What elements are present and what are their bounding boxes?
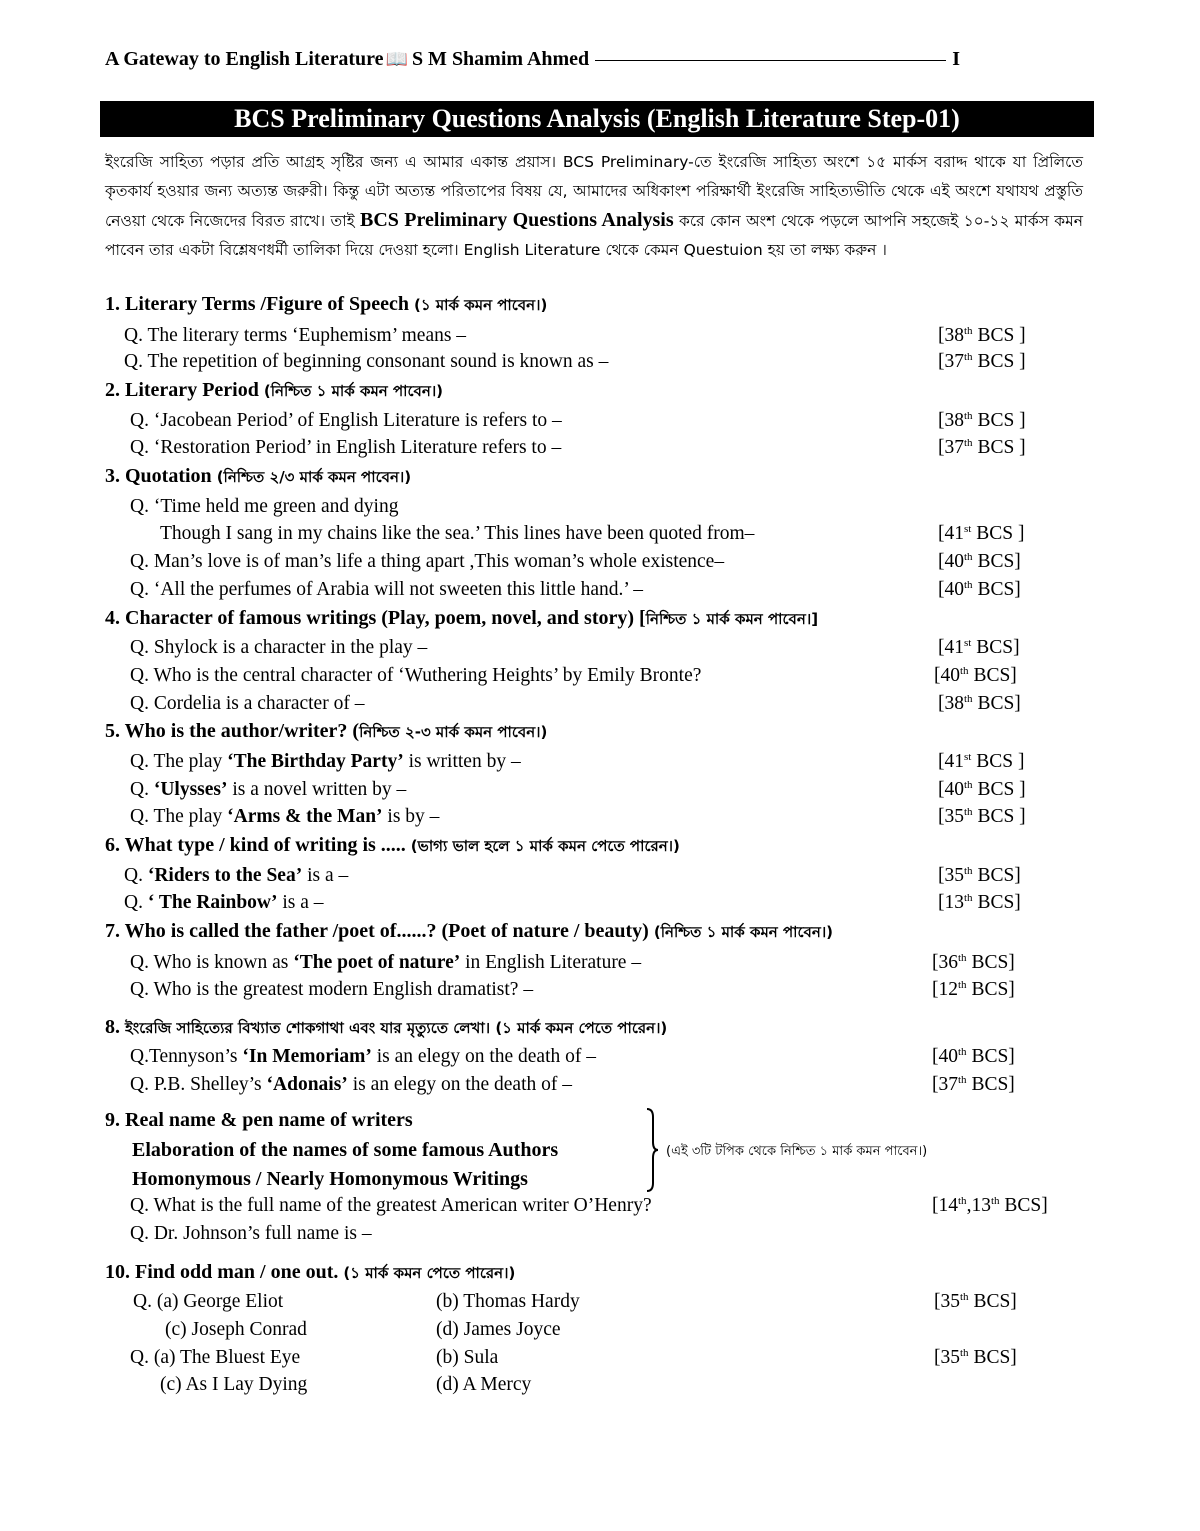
header-rule [595,60,946,61]
question-3a-line2: Though I sang in my chains like the sea.’ This lines have been quoted from– [160,523,755,544]
book-title: A Gateway to English Literature [105,47,384,70]
question-8b: Q. P.B. Shelley’s ‘Adonais’ is an elegy on the death of – [130,1074,572,1095]
section-title: 7. Who is called the father /poet of......? (Poet of nature / beauty) [105,920,649,942]
section-note: (নিশ্চিত ১ মার্ক কমন পাবেন।) [653,923,834,941]
section-title: 4. Character of famous writings (Play, poem, novel, and story) [ [105,607,646,629]
bcs-ref: [13th BCS] [938,892,1021,913]
question-4b: Q. Who is the central character of ‘Wuthering Heights’ by Emily Bronte? [130,665,702,686]
bcs-ref: [35th BCS] [938,865,1021,886]
option-a: Q. (a) George Eliot [133,1291,284,1312]
bcs-ref: [38th BCS ] [938,325,1026,346]
section-note: ইংরেজি সাহিত্যের বিখ্যাত শোকগাথা এবং যার মৃত্যুতে লেখা। (১ মার্ক কমন পেতে পারেন।) [125,1019,668,1037]
section-title: 3. Quotation [105,465,212,487]
question-6a: Q. ‘Riders to the Sea’ is a – [124,865,349,886]
page-header [105,44,960,74]
question-9b: Q. Dr. Johnson’s full name is – [130,1223,372,1244]
section-heading-3 [105,463,411,490]
intro-bold: BCS Preliminary Questions Analysis [359,209,674,231]
section-note: (নিশ্চিত ১ মার্ক কমন পাবেন।) [263,382,444,400]
section-heading-2 [105,377,443,404]
bcs-ref: [41st BCS] [938,637,1020,658]
bcs-ref: [35th BCS ] [938,806,1026,827]
section-heading-8 [105,1014,667,1041]
bcs-ref: [35th BCS] [934,1347,1017,1368]
section-note: নিশ্চিত ২-৩ মার্ক কমন পাবেন।) [359,723,548,741]
section-heading-9-line3: Homonymous / Nearly Homonymous Writings [132,1168,528,1190]
question-5a: Q. The play ‘The Birthday Party’ is written by – [130,751,521,772]
bcs-ref: [40th BCS] [938,579,1021,600]
question-3a-line1: Q. ‘Time held me green and dying [130,496,399,517]
section-heading-4 [105,605,818,632]
option-b: (b) Sula [436,1347,499,1368]
section-title: 5. Who is the author/writer? ( [105,720,360,742]
question-9a: Q. What is the full name of the greatest American writer O’Henry? [130,1195,652,1216]
intro-text-1: ইংরেজি সাহিত্য পড়ার প্রতি আগ্রহ সৃষ্টির জন্য এ আমার একান্ত প্রয়াস। BCS Preliminary-তে ইংরেজি সাহিত্য অংশে ১৫ মার্কস বরাদ্দ থাকে যা প্রিলিতে কৃতকার্য হওয়ার জন্য অত্যন্ত জরুরী। কিন্তু এটা অত্যন্ত পরিতাপের বিষয় যে, আমাদের অধিকাংশ পরিক্ষার্থী ইংরেজি সাহিত্যভীতি থেকে এই অংশে যথাযথ প্রস্তুতি নেওয়া থেকে নিজেদের বিরত রাখে। তাই [105,153,1083,230]
section-heading-9-line2: Elaboration of the names of some famous Authors [132,1139,559,1161]
question-5c: Q. The play ‘Arms & the Man’ is by – [130,806,440,827]
bcs-ref: [41st BCS ] [938,523,1025,544]
bcs-ref: [37th BCS ] [938,437,1026,458]
section-heading-7 [105,918,833,945]
section-title: 10. Find odd man / one out. [105,1261,339,1283]
bcs-ref: [40th BCS ] [938,779,1026,800]
option-d: (d) James Joyce [436,1319,561,1340]
bcs-ref: [41st BCS ] [938,751,1025,772]
question-2a: Q. ‘Jacobean Period’ of English Literature is refers to – [130,410,562,431]
section-note: (১ মার্ক কমন পাবেন।) [414,296,548,314]
section-heading-10 [105,1259,515,1286]
section-note: নিশ্চিত ১ মার্ক কমন পাবেন।] [645,610,819,628]
question-7a: Q. Who is known as ‘The poet of nature’ in English Literature – [130,952,642,973]
section-title: 1. Literary Terms /Figure of Speech [105,293,410,315]
page-number: I [952,47,960,70]
option-b: (b) Thomas Hardy [436,1291,580,1312]
section-note: (নিশ্চিত ২/৩ মার্ক কমন পাবেন।) [216,468,412,486]
question-8a: Q.Tennyson’s ‘In Memoriam’ is an elegy on the death of – [130,1046,596,1067]
question-7b: Q. Who is the greatest modern English dramatist? – [130,979,534,1000]
bcs-ref: [36th BCS] [932,952,1015,973]
option-c: (c) As I Lay Dying [160,1374,308,1395]
question-5b: Q. ‘Ulysses’ is a novel written by – [130,779,407,800]
bcs-ref: [37th BCS] [932,1074,1015,1095]
bcs-ref: [37th BCS ] [938,351,1026,372]
bcs-ref: [40th BCS] [938,551,1021,572]
bcs-ref: [38th BCS] [938,693,1021,714]
bcs-ref: [14th,13th BCS] [932,1195,1048,1216]
section-note: (১ মার্ক কমন পেতে পারেন।) [343,1264,516,1282]
option-c: (c) Joseph Conrad [165,1319,307,1340]
intro-text-2: করে কোন অংশ থেকে পড়লে আপনি সহজেই ১০-১২ মার্কস কমন পাবেন তার একটা বিশ্লেষণধর্মী তালিকা দিয়ে দেওয়া হলো। English Literature থেকে কেমন Questuion হয় তা লক্ষ্য করুন । [105,212,1083,259]
book-icon: 📖 [385,48,408,69]
bcs-ref: [40th BCS] [932,1046,1015,1067]
author-name: S M Shamim Ahmed [411,47,590,70]
curly-brace [644,1107,660,1193]
section-title: 2. Literary Period [105,379,259,401]
section-title: 8. [105,1016,120,1038]
section-note-9: (এই ৩টি টপিক থেকে নিশ্চিত ১ মার্ক কমন পাবেন।) [666,1144,928,1159]
question-6b: Q. ‘ The Rainbow’ is a – [124,892,324,913]
section-note: (ভাগ্য ভাল হলে ১ মার্ক কমন পেতে পারেন।) [410,837,680,855]
question-1a: Q. The literary terms ‘Euphemism’ means – [124,325,467,346]
question-3c: Q. ‘All the perfumes of Arabia will not sweeten this little hand.’ – [130,579,644,600]
section-title: 6. What type / kind of writing is ..... [105,834,406,856]
bcs-ref: [40th BCS] [934,665,1017,686]
question-4a: Q. Shylock is a character in the play – [130,637,428,658]
section-heading-1 [105,291,547,318]
bcs-ref: [12th BCS] [932,979,1015,1000]
question-4c: Q. Cordelia is a character of – [130,693,365,714]
option-d: (d) A Mercy [436,1374,532,1395]
question-1b: Q. The repetition of beginning consonant sound is known as – [124,351,609,372]
bcs-ref: [38th BCS ] [938,410,1026,431]
page-title: BCS Preliminary Questions Analysis (English Literature Step-01) [100,101,1094,137]
question-2b: Q. ‘Restoration Period’ in English Literature refers to – [130,437,562,458]
intro-paragraph [105,148,1083,265]
section-heading-9: 9. Real name & pen name of writers [105,1109,413,1131]
section-heading-5 [105,718,547,745]
bcs-ref: [35th BCS] [934,1291,1017,1312]
question-3b: Q. Man’s love is of man’s life a thing apart ,This woman’s whole existence– [130,551,725,572]
section-heading-6 [105,832,680,859]
option-a: Q. (a) The Bluest Eye [130,1347,301,1368]
